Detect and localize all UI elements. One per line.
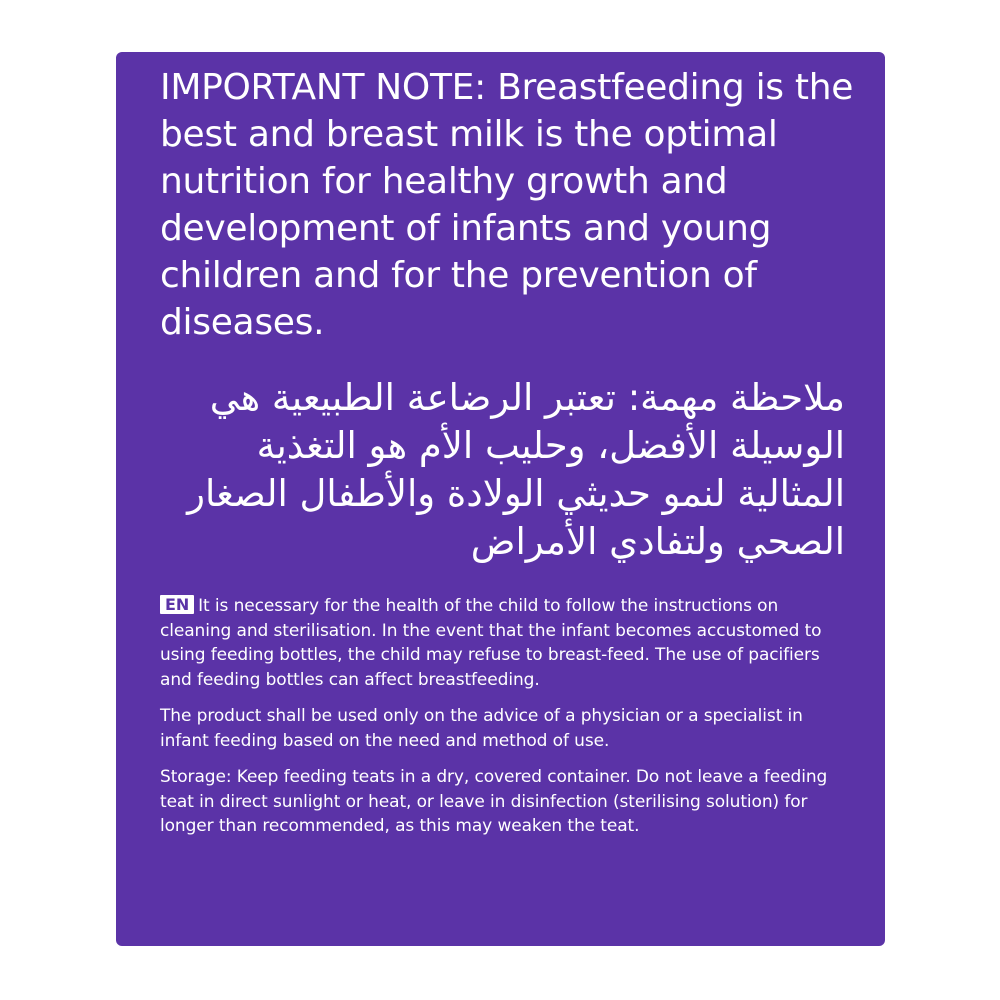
important-note-arabic: ملاحظة مهمة: تعتبر الرضاعة الطبيعية هي الوسيلة الأفضل، وحليب الأم هو التغذية المثالية لنمو حديثي الولادة والأطفال الصغار الصحي ولتفادي الأمراض (187, 376, 845, 563)
paragraph-storage: Storage: Keep feeding teats in a dry, covered container. Do not leave a feeding teat in direct sunlight or heat, or leave in disinfection (sterilising solution) for longer than recommended, as this may weaken the teat. (160, 767, 828, 836)
english-instructions (160, 594, 840, 851)
paragraph-usage: The product shall be used only on the advice of a physician or a specialist in infant feeding based on the need and method of use. (160, 706, 803, 751)
language-badge: EN (160, 595, 194, 614)
warning-panel (116, 52, 885, 946)
paragraph-hygiene (160, 594, 840, 692)
paragraph-hygiene-text: It is necessary for the health of the child to follow the instructions on cleaning and sterilisation. In the event that the infant becomes accustomed to using feeding bottles, the child may refuse to breast-feed. The use of pacifiers and feeding bottles can affect breastfeeding. (160, 596, 822, 690)
important-note-english: IMPORTANT NOTE: Breastfeeding is the best and breast milk is the optimal nutrition for healthy growth and development of infants and young children and for the prevention of diseases. (160, 67, 854, 343)
